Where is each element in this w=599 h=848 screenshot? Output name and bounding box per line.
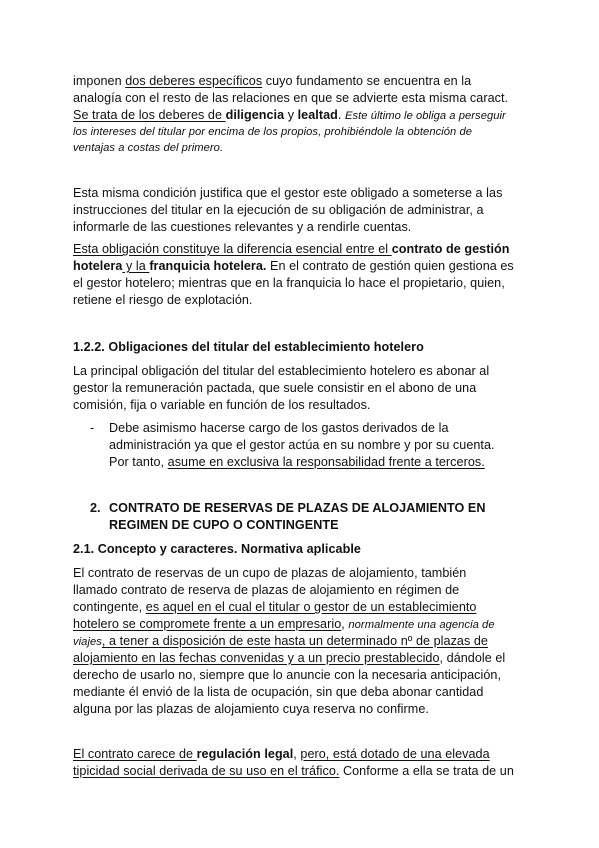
text-run: Conforme a ella se trata de un xyxy=(339,764,514,778)
underlined-text: y la xyxy=(122,259,150,273)
bold-text: contrato de gestión xyxy=(391,242,510,256)
underlined-text: alojamiento en las fechas convenidas y a un precio prestablecido xyxy=(73,651,440,665)
bold-text: hotelera xyxy=(73,259,123,273)
paragraph-line xyxy=(73,258,514,274)
text-run: Por tanto, xyxy=(109,455,168,469)
bold-text: diligencia xyxy=(225,108,285,122)
paragraph-line xyxy=(73,107,506,124)
underlined-text: Se trata de los deberes de xyxy=(73,108,226,122)
text-run: En el contrato de gestión quien gestiona es xyxy=(266,259,514,273)
paragraph-line xyxy=(73,633,488,650)
text-run: imponen xyxy=(73,74,126,88)
paragraph-line: alguna por las plazas de alojamiento cuya reserva no confirme. xyxy=(73,702,429,716)
paragraph-line xyxy=(73,73,471,89)
text-run: , xyxy=(341,617,349,631)
bullet-dash: - xyxy=(90,421,95,435)
paragraph-line: gestor la remuneración pactada, que suele consistir en el abono de una xyxy=(73,381,477,395)
text-run: cuyo fundamento se encuentra en la xyxy=(262,74,472,88)
paragraph-line xyxy=(73,650,505,666)
italic-text: normalmente una agencia de xyxy=(348,619,495,631)
paragraph-line xyxy=(73,763,514,779)
paragraph-line: analogía con el resto de las relaciones en que se advierte esta misma caract. xyxy=(73,91,509,105)
italic-text: viajes xyxy=(73,636,102,648)
text-run: . xyxy=(337,108,345,122)
section-heading: 1.2.2. Obligaciones del titular del establecimiento hotelero xyxy=(73,340,424,354)
paragraph-line xyxy=(73,241,510,257)
paragraph-line: comisión, fija o variable en función de los resultados. xyxy=(73,398,371,412)
paragraph-line xyxy=(73,599,476,615)
paragraph-line: llamado contrato de reserva de plazas de alojamiento en régimen de xyxy=(73,583,460,597)
section-heading: 2.1. Concepto y caracteres. Normativa aplicable xyxy=(73,542,361,556)
chapter-number: 2. xyxy=(90,501,101,515)
paragraph-line: El contrato de reservas de un cupo de plazas de alojamiento, también xyxy=(73,566,467,580)
paragraph-line: retiene el riesgo de explotación. xyxy=(73,293,253,307)
chapter-heading: CONTRATO DE RESERVAS DE PLAZAS DE ALOJAMIENTO EN xyxy=(109,501,486,515)
text-run: contingente, xyxy=(73,600,146,614)
paragraph-line: ventajas a costas del primero. xyxy=(73,142,224,154)
underlined-text: El contrato carece de xyxy=(73,747,197,761)
underlined-text: es aquel en el cual el titular o gestor de un establecimiento xyxy=(145,600,477,614)
chapter-heading: REGIMEN DE CUPO O CONTINGENTE xyxy=(109,518,339,532)
italic-text: Este último le obliga a perseguir xyxy=(344,110,506,122)
bullet-line: Debe asimismo hacerse cargo de los gastos derivados de la xyxy=(109,421,449,435)
paragraph-line xyxy=(73,746,490,762)
bold-text: franquicia hotelera. xyxy=(149,259,267,273)
underlined-text: Esta obligación constituye la diferencia esencial entre el xyxy=(73,242,392,256)
underlined-text: , a tener a disposición de este hasta un determinado nº de plazas de xyxy=(101,634,488,648)
paragraph-line: los intereses del titular por encima de los propios, prohibiéndole la obtención de xyxy=(73,126,473,138)
text-run: , xyxy=(293,747,301,761)
paragraph-line: el gestor hotelero; mientras que en la franquicia lo hace el propietario, quien, xyxy=(73,276,505,290)
text-run: y xyxy=(284,108,298,122)
paragraph-line: La principal obligación del titular del establecimiento hotelero es abonar al xyxy=(73,364,490,378)
underlined-text: pero, está dotado de una elevada xyxy=(300,747,490,761)
underlined-text: tipicidad social derivada de su uso en el tráfico. xyxy=(73,764,340,778)
bold-text: lealtad xyxy=(297,108,338,122)
paragraph-line: instrucciones del titular en la ejecución de su obligación de administrar, a xyxy=(73,203,484,217)
underlined-text: dos deberes específicos xyxy=(125,74,263,88)
bullet-line: administración ya que el gestor actúa en su nombre y por su cuenta. xyxy=(109,438,495,452)
paragraph-line: mediante él envió de la lista de ocupación, sin que deba abonar cantidad xyxy=(73,685,484,699)
paragraph-line xyxy=(73,616,495,633)
bullet-line xyxy=(109,454,485,470)
text-run: , dándole el xyxy=(439,651,506,665)
underlined-text: asume en exclusiva la responsabilidad frente a terceros. xyxy=(167,455,485,469)
paragraph-line: informarle de las cuestiones relevantes y a rendirle cuentas. xyxy=(73,220,412,234)
paragraph-line: derecho de usarlo no, siempre que lo anuncie con la necesaria anticipación, xyxy=(73,668,502,682)
paragraph-line: Esta misma condición justifica que el gestor este obligado a someterse a las xyxy=(73,186,503,200)
bold-text: regulación legal xyxy=(196,747,294,761)
underlined-text: hotelero se compromete frente a un empresario xyxy=(73,617,342,631)
